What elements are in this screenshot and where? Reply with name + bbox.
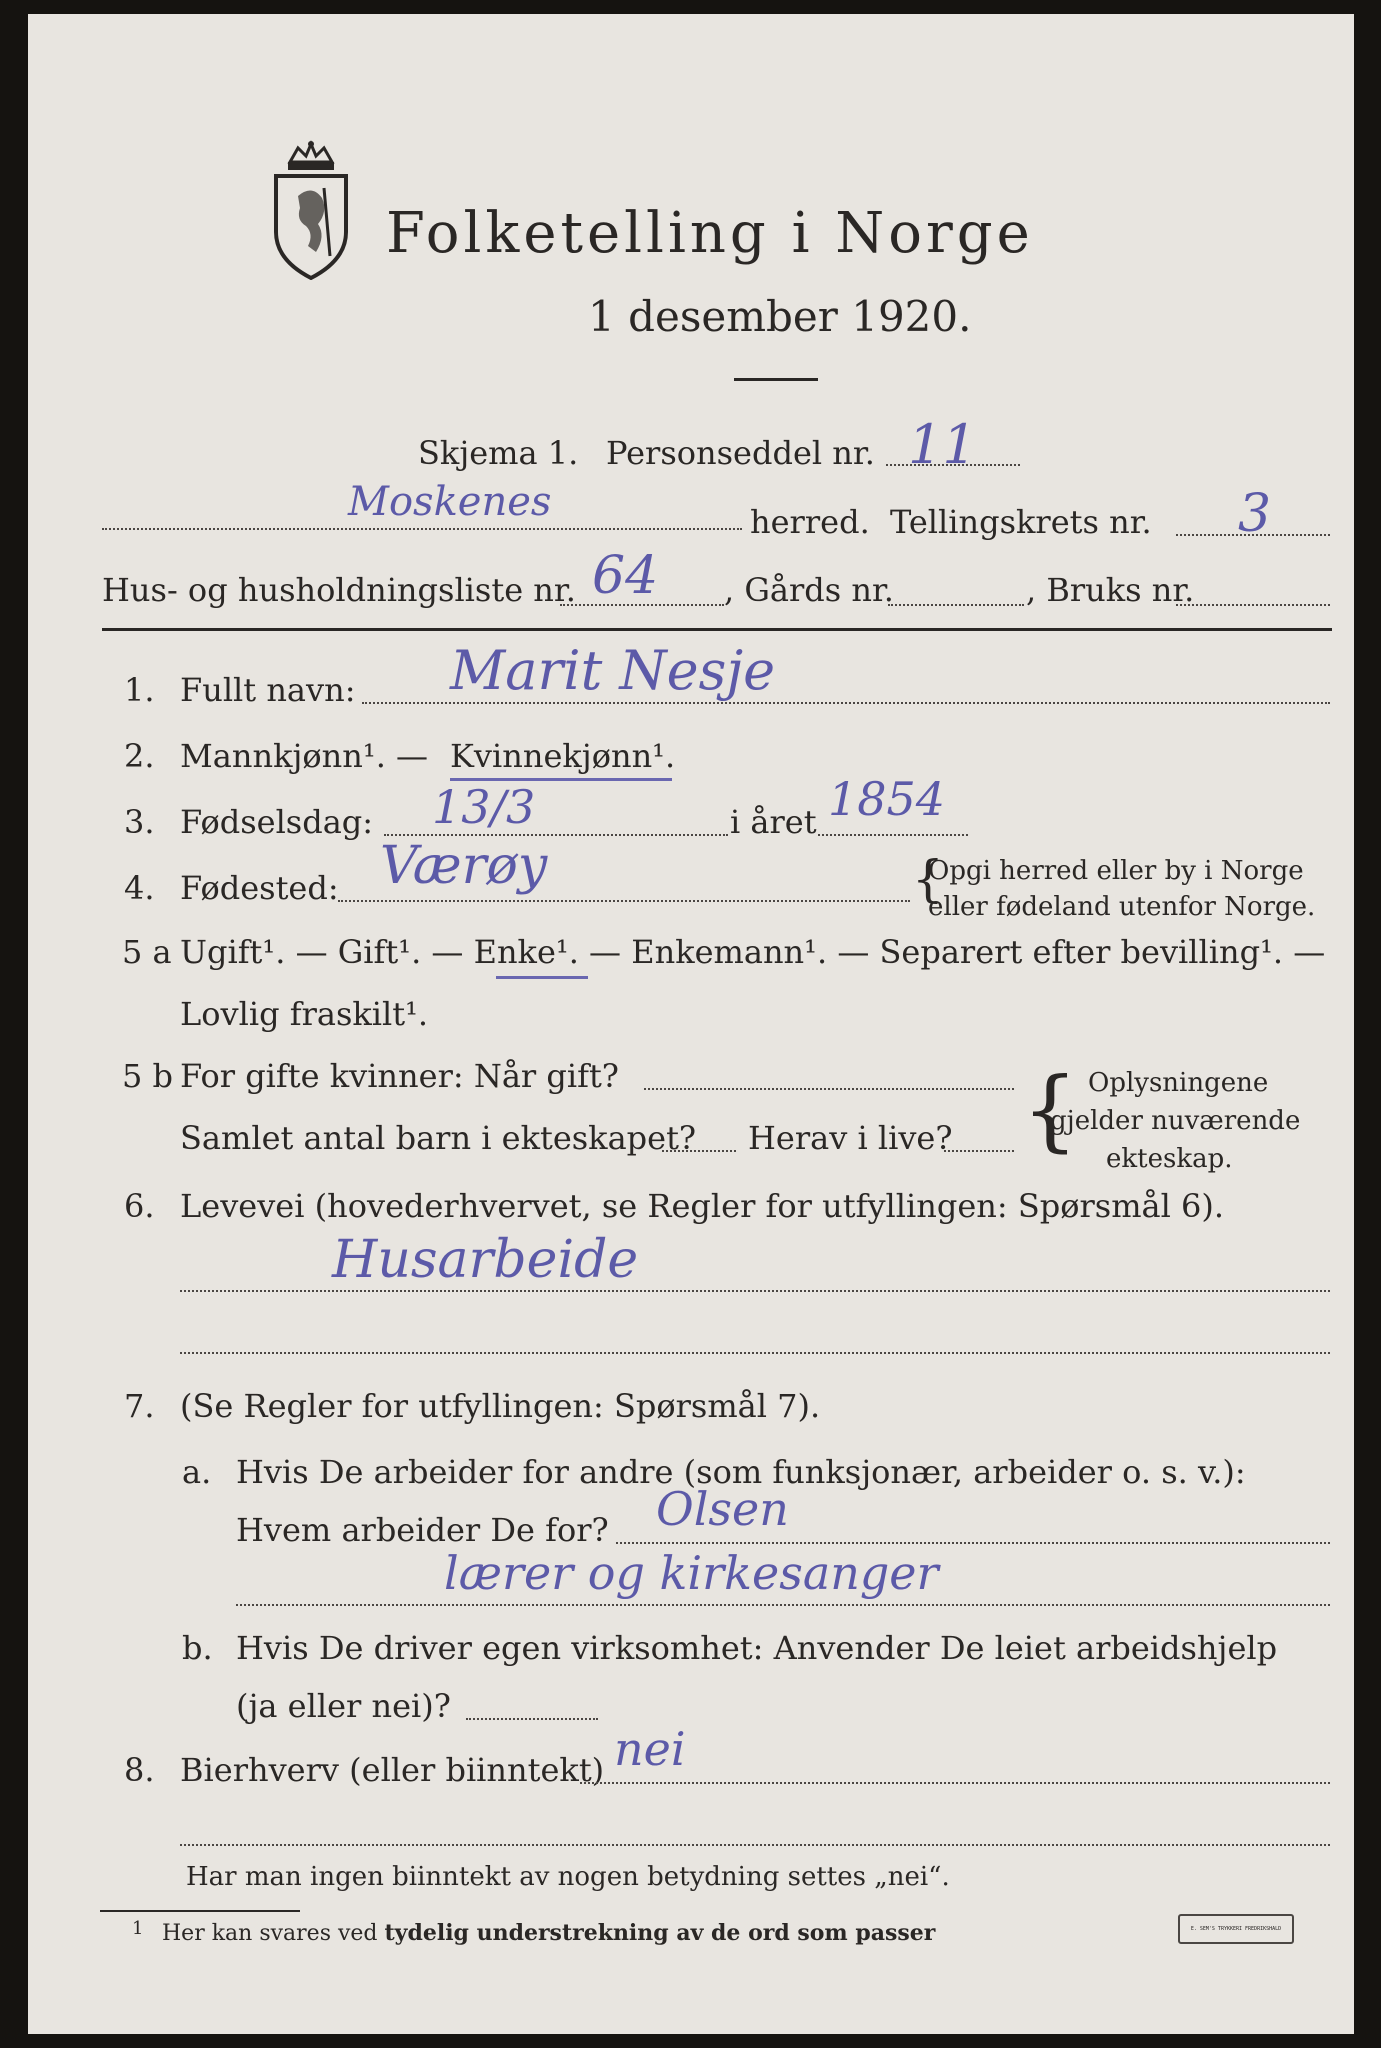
q5b-alive-label: Herav i live? [748,1119,953,1157]
q1-number: 1. [124,671,155,709]
bruks-label: , Bruks nr. [1026,571,1195,609]
tellingskrets-label: Tellingskrets nr. [890,503,1152,541]
q8-note: Har man ingen biinntekt av nogen betydning settes „nei“. [186,1862,950,1892]
q8-label: Bierhverv (eller biinntekt) [180,1751,605,1789]
census-form-sheet [28,14,1354,2034]
footnote-text [162,1922,935,1945]
tellingskrets-value: 3 [1238,484,1272,544]
footnote-rule [100,1910,300,1912]
birth-year-field[interactable] [818,834,968,836]
q4-label: Fødested: [180,869,339,907]
footnote-text-bold: tydelig understrekning av de ord som passer [384,1920,936,1946]
q6-number: 6. [124,1187,155,1225]
bruks-field[interactable] [1176,604,1330,606]
q3-number: 3. [124,803,155,841]
footnote-mark: 1 [132,1918,144,1939]
title-divider [734,378,818,381]
q7-number: 7. [124,1387,155,1425]
printer-stamp [1178,1914,1294,1944]
herred-value: Moskenes [348,479,552,525]
q5b-note-line2: gjelder nuværende [1050,1106,1301,1136]
q5b-number: 5 b [122,1057,174,1095]
sex-male-option[interactable]: Mannkjønn¹. — [180,737,429,775]
herred-label: herred. [750,503,870,541]
footnote-text-plain: Her kan svares ved [162,1921,385,1946]
employer-value: Olsen [656,1482,789,1536]
personseddel-value: 11 [908,413,977,476]
q7b-letter: b. [182,1629,213,1667]
hired-help-field[interactable] [466,1718,598,1720]
full-name-value: Marit Nesje [450,639,776,702]
q6-label: Levevei (hovederhvervet, se Regler for utfyllingen: Spørsmål 6). [180,1187,1225,1225]
widow-underline [496,976,588,979]
personseddel-label: Personseddel nr. [606,434,875,472]
q7b-line1: Hvis De driver egen virksomhet: Anvender De leiet arbeidshjelp [236,1629,1278,1667]
sex-female-option[interactable]: Kvinnekjønn¹. [450,737,676,775]
q7b-line2: (ja eller nei)? [236,1687,451,1725]
employer-field[interactable] [616,1542,1330,1544]
occupation-value: Husarbeide [332,1230,639,1290]
q5b-married-when-label: For gifte kvinner: Når gift? [180,1057,619,1095]
q4-note-brace: { [912,850,944,908]
occupation-field-line1[interactable] [180,1290,1330,1292]
children-total-field[interactable] [662,1150,736,1152]
employer-field-line2[interactable] [236,1604,1330,1606]
schema-label: Skjema 1. [418,434,579,472]
employer-value-line2: lærer og kirkesanger [444,1546,939,1600]
side-income-field-line2[interactable] [180,1844,1330,1846]
q7-label: (Se Regler for utfyllingen: Spørsmål 7). [180,1387,821,1425]
q2-number: 2. [124,737,155,775]
q5b-children-label: Samlet antal barn i ekteskapet? [180,1119,697,1157]
birthplace-value: Værøy [380,836,548,896]
q5b-note-line1: Oplysningene [1088,1068,1269,1098]
husholdning-label: Hus- og husholdningsliste nr. [102,571,576,609]
birth-year-label: i året [730,803,817,841]
marital-status-divorced[interactable]: Lovlig fraskilt¹. [180,995,429,1033]
occupation-field-line2[interactable] [180,1352,1330,1354]
birthplace-field[interactable] [338,900,910,902]
side-income-field[interactable] [580,1782,1330,1784]
gards-label: , Gårds nr. [724,571,894,609]
form-title: Folketelling i Norge [386,201,1034,266]
q5b-note-brace: { [1022,1058,1078,1161]
birth-day-value: 13/3 [432,780,536,834]
marital-status-options[interactable]: Ugift¹. — Gift¹. — Enke¹. — Enkemann¹. — Separert efter bevilling¹. — [180,933,1326,971]
birth-year-value: 1854 [828,772,946,826]
gards-field[interactable] [888,604,1024,606]
q7a-line2: Hvem arbeider De for? [236,1511,609,1549]
q4-number: 4. [124,869,155,907]
husholdning-value: 64 [592,546,659,606]
q4-note-line1: Opgi herred eller by i Norge [928,856,1304,886]
q7a-line1: Hvis De arbeider for andre (som funksjonær, arbeider o. s. v.): [236,1453,1246,1491]
side-income-value: nei [614,1722,686,1776]
q5b-note-line3: ekteskap. [1106,1144,1233,1174]
q1-label: Fullt navn: [180,671,356,709]
q4-note-line2: eller fødeland utenfor Norge. [928,892,1316,922]
q7a-letter: a. [182,1453,212,1491]
q3-label: Fødselsdag: [180,803,374,841]
printer-stamp-text: E. SEM'S TRYKKERI FREDRIKSHALD [1190,1926,1282,1932]
census-date: 1 desember 1920. [588,292,972,341]
q5a-number: 5 a [122,933,172,971]
married-when-field[interactable] [644,1088,1014,1090]
herred-field[interactable] [102,528,742,530]
coat-of-arms-icon [268,140,354,280]
children-alive-field[interactable] [944,1150,1014,1152]
q8-number: 8. [124,1751,155,1789]
full-name-field[interactable] [362,702,1330,704]
header-rule [102,628,1332,631]
